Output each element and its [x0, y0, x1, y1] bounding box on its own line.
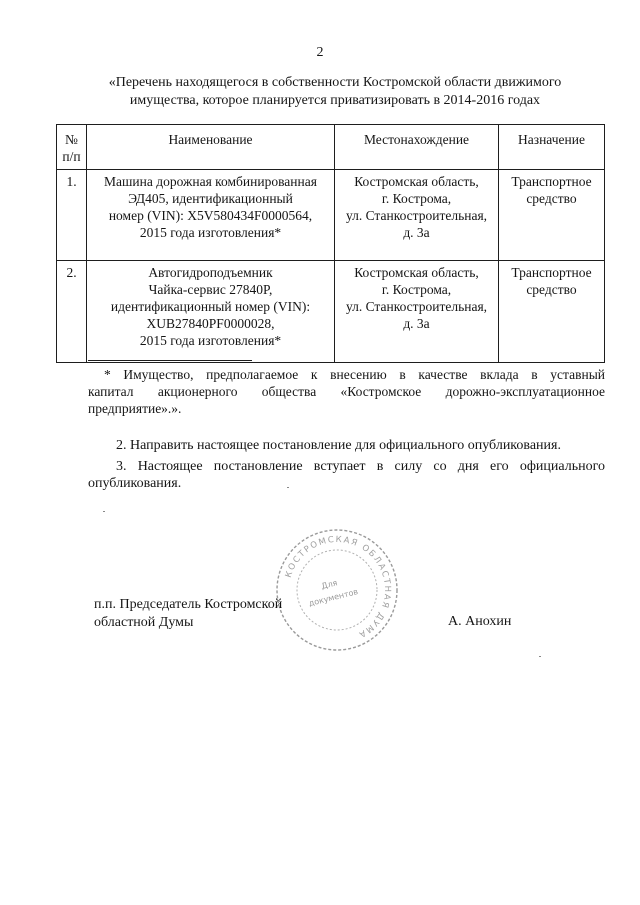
row-location-line: ул. Станкостроительная, [345, 299, 488, 314]
row-number: 2. [57, 261, 87, 363]
scan-speck [103, 511, 105, 512]
seal-ring-text: КОСТРОМСКАЯ ОБЛАСТНАЯ ДУМА [283, 534, 393, 640]
heading-line-1: «Перечень находящегося в собственности Костромской области движимого [108, 75, 562, 90]
row-purpose-line: средство [526, 282, 577, 297]
header-location: Местонахождение [335, 125, 499, 170]
page-number: 2 [316, 45, 324, 60]
row-location-line: г. Кострома, [381, 191, 452, 206]
footnote-divider [88, 360, 252, 361]
row-name-line: Автогидроподъемник [148, 265, 273, 280]
seal-center-text-1: Для [320, 578, 339, 591]
svg-text:КОСТРОМСКАЯ ОБЛАСТНАЯ ДУМА [284, 535, 392, 640]
signer-title-line-2: областной Думы [94, 615, 194, 630]
header-number [57, 125, 87, 170]
table-row [57, 261, 605, 363]
row-location-line: г. Кострома, [381, 282, 452, 297]
row-name-line: 2015 года изготовления* [139, 225, 282, 240]
row-purpose [499, 170, 605, 261]
row-location-line: ул. Станкостроительная, [345, 208, 488, 223]
signer-title [94, 596, 282, 632]
header-purpose: Назначение [499, 125, 605, 170]
row-location [335, 170, 499, 261]
row-purpose-line: Транспортное [511, 174, 592, 189]
row-purpose [499, 261, 605, 363]
document-heading [70, 74, 600, 110]
resolution-item-3-continuation: опубликования. [88, 476, 182, 491]
row-name-line: 2015 года изготовления* [139, 333, 282, 348]
row-name-line: Машина дорожная комбинированная [104, 174, 317, 189]
footnote-line-1: * Имущество, предполагаемое к внесению в качестве вклада в уставный [104, 367, 605, 382]
row-name-line: Чайка-сервис 27840P, [148, 282, 273, 297]
table-row [57, 170, 605, 261]
official-seal-stamp [272, 525, 402, 655]
footnote [88, 366, 605, 417]
scan-speck [539, 656, 541, 657]
row-location-line: д. 3а [403, 225, 430, 240]
row-name-line: идентификационный номер (VIN): [110, 299, 311, 314]
resolution-item-2: 2. Направить настоящее постановление для официального опубликования. [116, 438, 561, 453]
row-name [87, 170, 335, 261]
scan-speck [287, 487, 289, 488]
signer-title-line-1: п.п. Председатель Костромской [94, 597, 283, 612]
footnote-line-2: капитал акционерного общества «Костромское дорожно-эксплуатационное [88, 384, 605, 399]
footnote-line-3: предприятие».». [88, 401, 182, 416]
row-name-line: номер (VIN): X5V580434F0000564, [108, 208, 313, 223]
seal-center-text-2: документов [307, 587, 359, 609]
resolution-item-3: 3. Настоящее постановление вступает в силу со дня его официального [116, 459, 605, 474]
signer-name: А. Анохин [448, 614, 512, 629]
row-location-line: д. 3а [403, 316, 430, 331]
row-number: 1. [57, 170, 87, 261]
asset-table [56, 124, 605, 363]
header-number-line-1: № [65, 132, 78, 147]
header-name: Наименование [87, 125, 335, 170]
heading-line-2: имущества, которое планируется приватизировать в 2014-2016 годах [129, 93, 541, 108]
row-purpose-line: Транспортное [511, 265, 592, 280]
row-location-line: Костромская область, [354, 174, 479, 189]
header-number-line-2: п/п [62, 149, 81, 164]
row-location [335, 261, 499, 363]
row-purpose-line: средство [526, 191, 577, 206]
row-name [87, 261, 335, 363]
table-header-row [57, 125, 605, 170]
row-name-line: ЭД405, идентификационный [128, 191, 293, 206]
row-name-line: XUB27840PF0000028, [146, 316, 275, 331]
resolution-items [88, 434, 605, 492]
row-location-line: Костромская область, [354, 265, 479, 280]
